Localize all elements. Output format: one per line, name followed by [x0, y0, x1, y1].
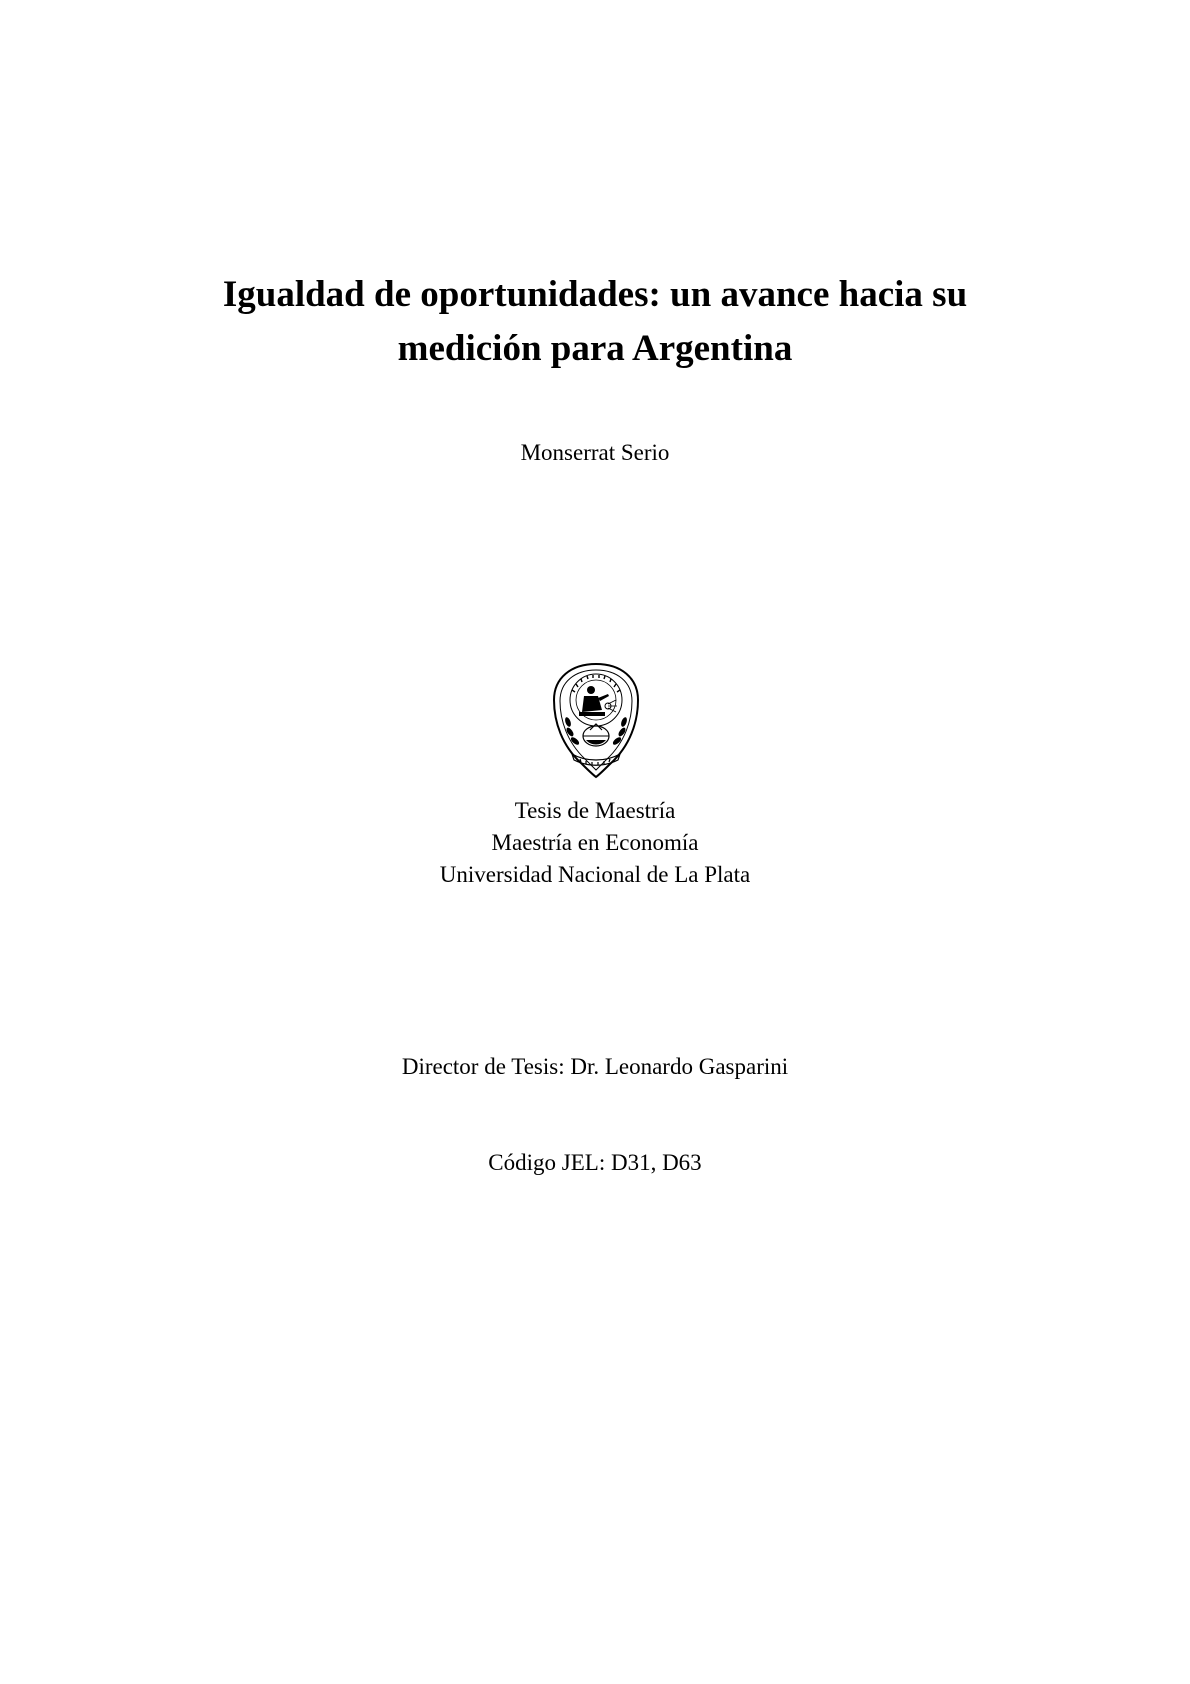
thesis-title-line-1: Igualdad de oportunidades: un avance hacia su: [222, 274, 968, 315]
university-name: Universidad Nacional de La Plata: [439, 862, 751, 887]
university-seal-icon: [546, 660, 646, 780]
degree-info: [0, 795, 1190, 891]
author-name: Monserrat Serio: [520, 440, 670, 465]
thesis-title: [0, 268, 1190, 376]
jel-code: Código JEL: D31, D63: [488, 1150, 702, 1175]
degree-type: Tesis de Maestría: [514, 798, 676, 823]
thesis-director: Director de Tesis: Dr. Leonardo Gasparini: [401, 1054, 789, 1079]
thesis-title-line-2: medición para Argentina: [397, 328, 793, 369]
degree-program: Maestría en Economía: [491, 830, 699, 855]
